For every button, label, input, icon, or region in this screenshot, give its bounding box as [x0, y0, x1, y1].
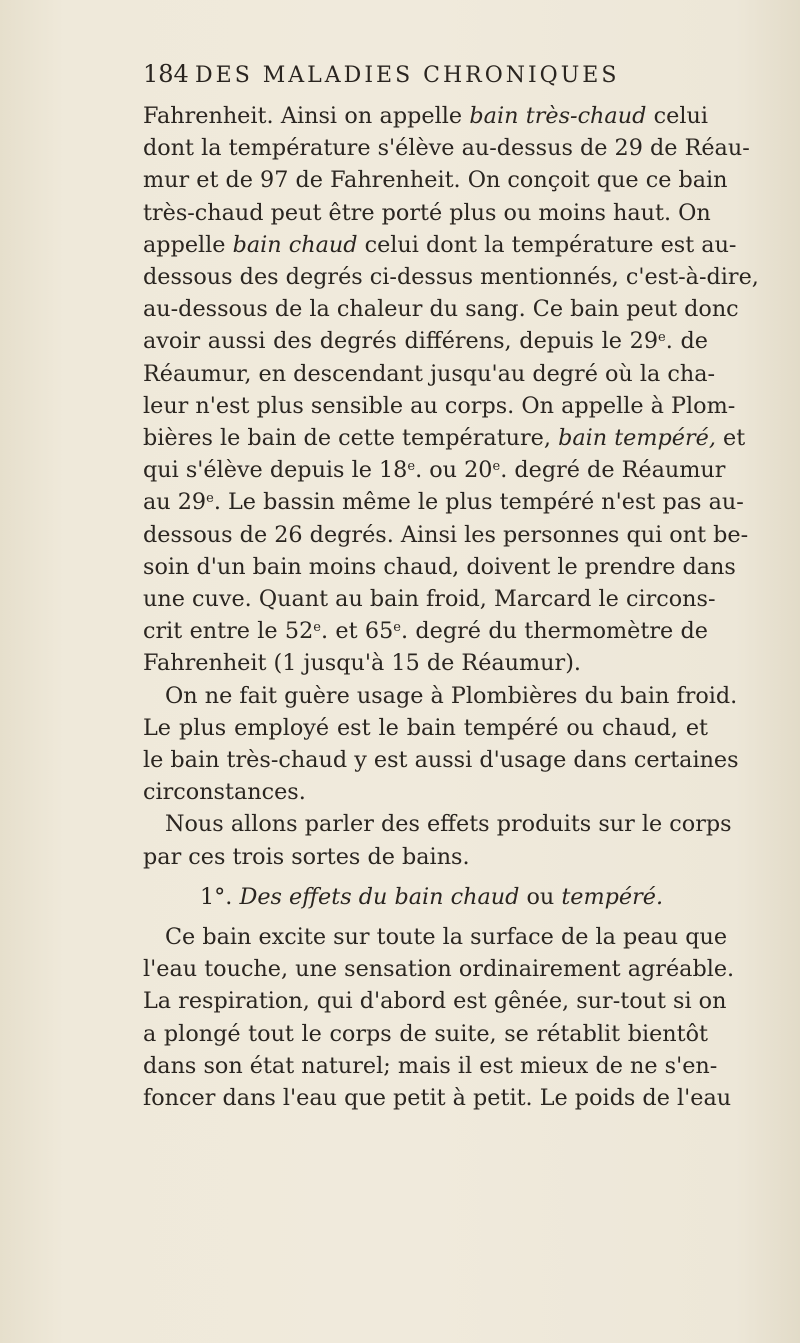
text-run: le bain très-chaud y est aussi d'usage dans certaines [143, 747, 739, 774]
italic-text: Des effets du bain chaud [239, 883, 520, 910]
text-run: dessous des degrés ci-dessus mentionnés, c'est-à-dire, [143, 264, 759, 291]
text-run: Nous allons parler des effets produits sur le corps [165, 811, 732, 838]
text-run: qui s'élève depuis le 18 [143, 457, 408, 484]
text-line [143, 486, 744, 518]
text-run: foncer dans l'eau que petit à petit. Le poids de l'eau [143, 1085, 732, 1112]
italic-text: bain chaud [232, 231, 358, 258]
text-line [143, 551, 736, 583]
text-run: une cuve. Quant au bain froid, Marcard le circons- [143, 586, 716, 613]
text-line [143, 164, 728, 196]
text-line [143, 647, 708, 679]
section-gap [143, 913, 708, 921]
section-gap [143, 873, 708, 881]
text-run: celui [646, 103, 708, 129]
text-run: circonstances. [143, 779, 306, 806]
running-header [143, 60, 703, 88]
text-line [143, 132, 750, 164]
text-line [143, 422, 746, 454]
text-line [143, 744, 739, 776]
text-run: . degré du thermomètre de [400, 618, 708, 645]
text-run: dans son état naturel; mais il est mieux de ne s'en- [143, 1052, 718, 1079]
text-line [143, 1018, 708, 1050]
running-title: DES MALADIES CHRONIQUES [195, 63, 620, 88]
text-line [143, 100, 708, 132]
text-run: l'eau touche, une sensation ordinairement agréable. [143, 956, 735, 983]
text-run: leur n'est plus sensible au corps. On appelle à Plom- [143, 392, 736, 419]
superscript: e [313, 620, 321, 636]
text-line [143, 229, 737, 261]
text-line [143, 583, 716, 615]
section-heading [143, 881, 708, 913]
text-line [143, 358, 716, 390]
superscript: e [206, 491, 214, 507]
text-line [143, 293, 739, 325]
body-text [143, 100, 759, 1114]
text-line [143, 776, 708, 808]
text-run: par ces trois sortes de bains. [143, 843, 470, 870]
text-run: dont la température s'élève au-dessus de 29 de Réau- [143, 135, 750, 162]
text-line [143, 953, 735, 985]
text-run: . de [665, 328, 708, 355]
text-run: Réaumur, en descendant jusqu'au degré où la cha- [143, 360, 716, 387]
italic-text: bain très-chaud [469, 103, 647, 129]
text-line [143, 261, 759, 293]
superscript: e [407, 459, 416, 475]
text-run: . degré de Réaumur [500, 457, 726, 484]
text-line [143, 680, 738, 712]
superscript: e [393, 620, 401, 636]
text-run: au-dessous de la chaleur du sang. Ce bain peut donc [143, 296, 739, 323]
text-line [143, 615, 708, 647]
superscript: e [492, 459, 501, 475]
text-line [143, 390, 736, 422]
italic-text: tempéré. [561, 883, 664, 910]
text-line [143, 325, 708, 357]
text-run: Ce bain excite sur toute la surface de la peau que [165, 924, 728, 951]
page-number: 184 [143, 60, 189, 88]
text-line [143, 712, 708, 744]
text-run: Fahrenheit (1 jusqu'à 15 de Réaumur). [143, 650, 581, 677]
text-run: soin d'un bain moins chaud, doivent le prendre dans [143, 553, 736, 580]
text-run: très-chaud peut être porté plus ou moins haut. On [143, 199, 711, 226]
text-run: a plongé tout le corps de suite, se rétablit bientôt [143, 1020, 708, 1047]
superscript: e [658, 330, 666, 346]
text-run: On ne fait guère usage à Plombières du bain froid. [165, 682, 738, 709]
text-run: au 29 [143, 489, 207, 516]
text-run: celui dont la température est au- [357, 231, 737, 258]
text-run: . Le bassin même le plus tempéré n'est pas au- [213, 489, 744, 516]
text-run: dessous de 26 degrés. Ainsi les personnes qui ont be- [143, 521, 749, 548]
text-line [143, 841, 708, 873]
text-line [143, 985, 727, 1017]
text-run: avoir aussi des degrés différens, depuis le 29 [143, 328, 659, 355]
text-run: et [715, 425, 746, 452]
text-run: bières le bain de cette température, [143, 425, 559, 452]
text-run: mur et de 97 de Fahrenheit. On conçoit que ce bain [143, 167, 728, 194]
text-line [143, 519, 749, 551]
text-line [143, 921, 728, 953]
text-run: . et 65 [321, 618, 394, 645]
text-run: Le plus employé est le bain tempéré ou chaud, et [143, 714, 708, 741]
text-run: La respiration, qui d'abord est gênée, sur-tout si on [143, 988, 727, 1015]
text-line [143, 1082, 732, 1114]
text-line [143, 1050, 718, 1082]
text-line [143, 808, 732, 840]
text-run: crit entre le 52 [143, 618, 314, 645]
text-run: . ou 20 [415, 457, 493, 484]
text-run: 1°. [199, 883, 240, 910]
text-run: Fahrenheit. Ainsi on appelle [143, 103, 470, 129]
text-line [143, 454, 726, 486]
text-run: appelle [143, 231, 233, 258]
italic-text: bain tempéré, [558, 425, 716, 452]
text-run: ou [519, 883, 562, 910]
text-line [143, 197, 711, 229]
